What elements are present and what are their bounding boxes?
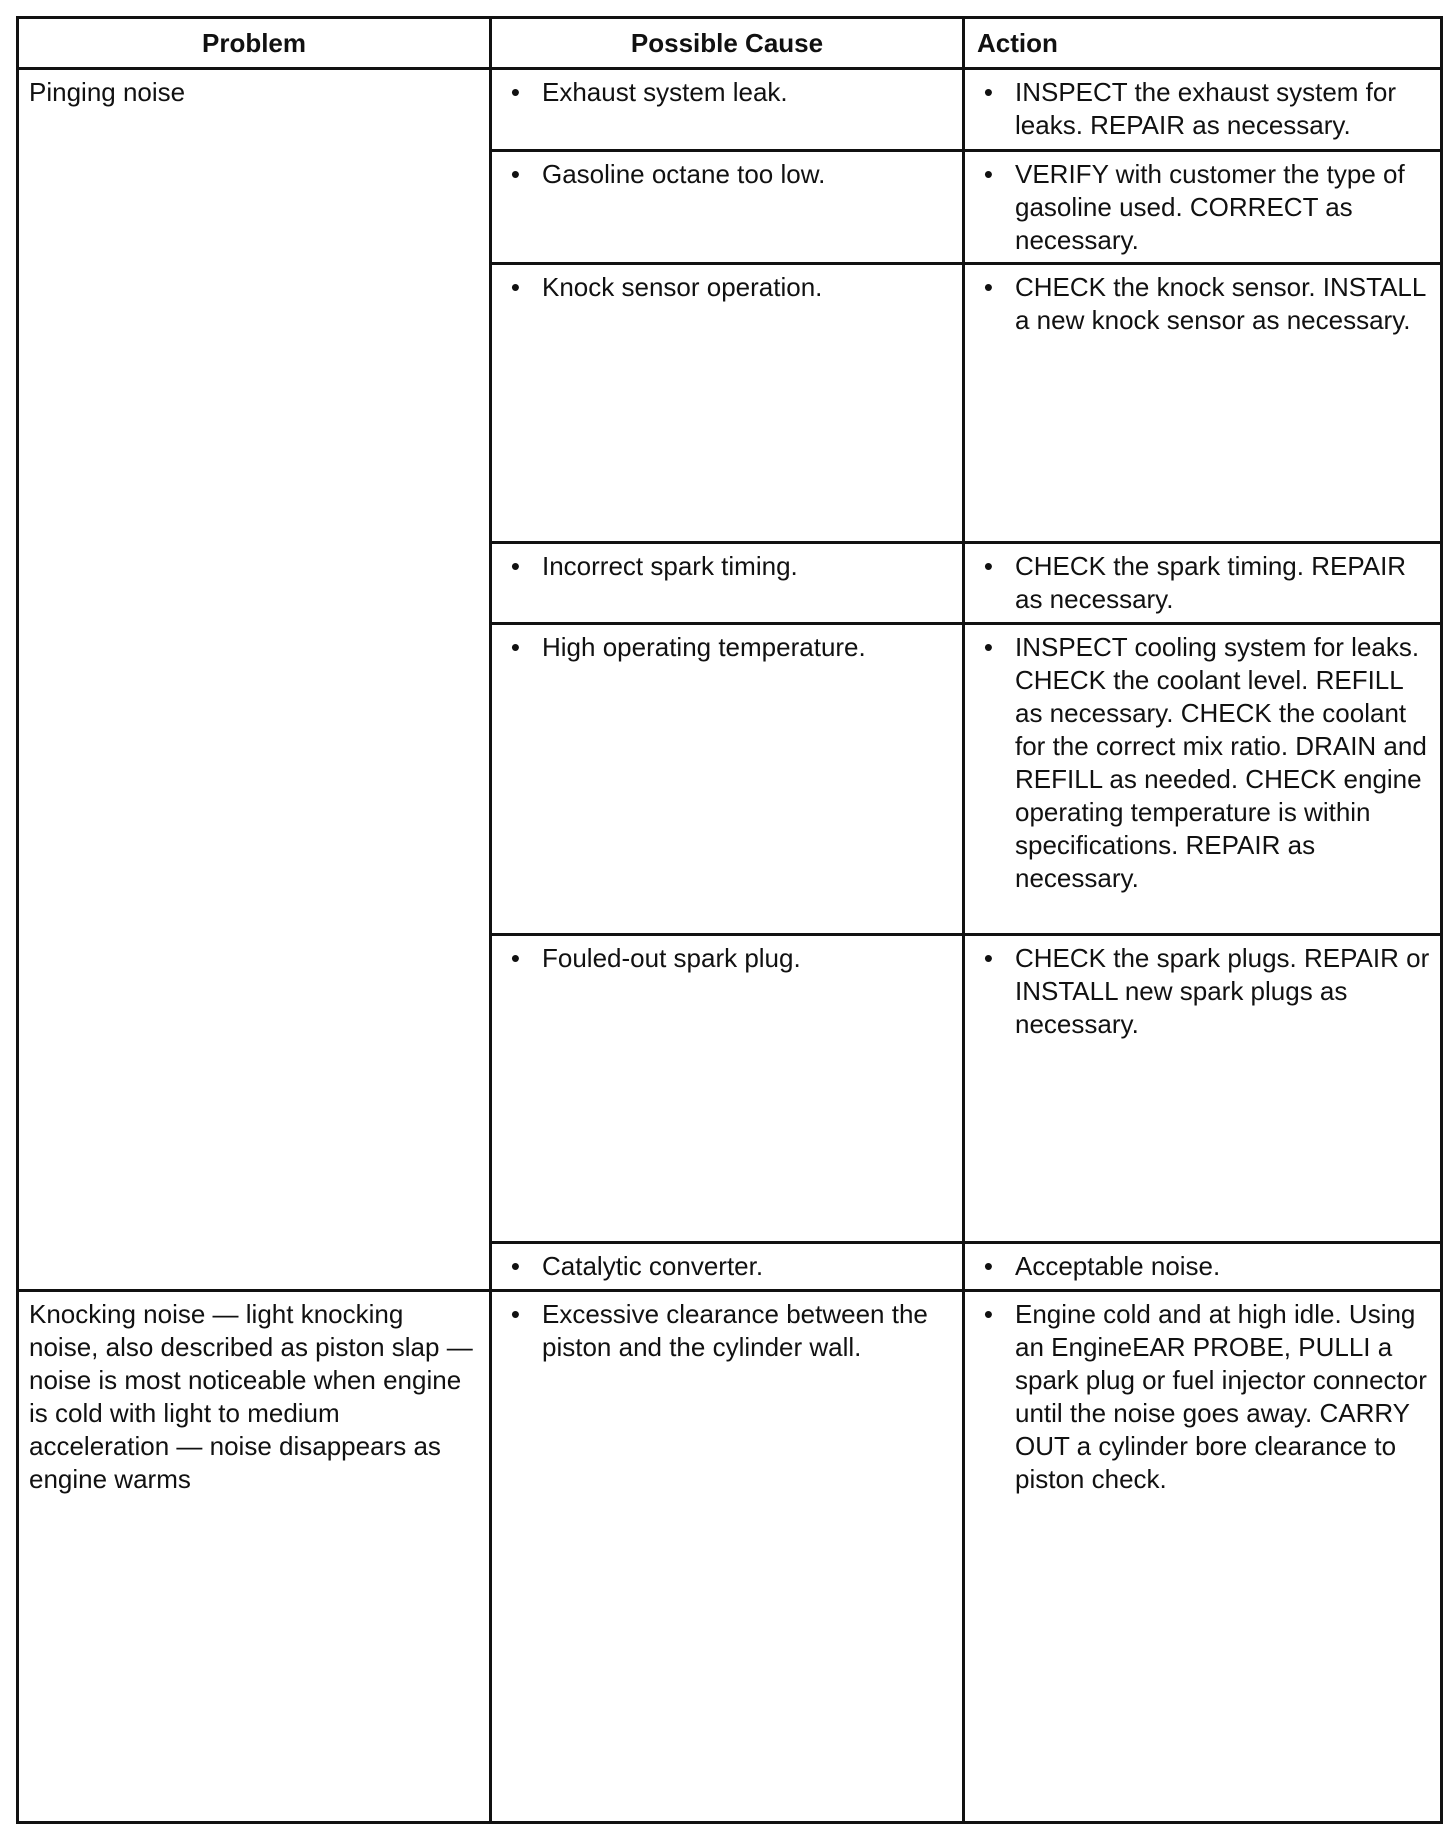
action-cell [964, 624, 1442, 935]
action-text: CHECK the spark plugs. REPAIR or INSTALL new spark plugs as necessary. [1015, 943, 1430, 1039]
cause-text: Incorrect spark timing. [542, 551, 798, 581]
problem-text: Knocking noise — light knocking noise, also described as piston slap — noise is most noticeable when engine is cold with light to medium acceleration — noise disappears as engine warms [29, 1299, 473, 1494]
table-row [18, 1291, 1442, 1823]
action-text: INSPECT the exhaust system for leaks. REPAIR as necessary. [1015, 77, 1396, 140]
bullet-icon: • [510, 77, 520, 107]
action-text: Engine cold and at high idle. Using an EngineEAR PROBE, PULLI a spark plug or fuel injector connector until the noise goes away. CARRY OUT a cylinder bore clearance to piston check. [1015, 1299, 1427, 1494]
action-cell [964, 1243, 1442, 1291]
cause-cell [491, 69, 964, 151]
bullet-icon: • [510, 272, 520, 302]
bullet-icon: • [983, 1299, 993, 1329]
action-cell [964, 69, 1442, 151]
bullet-icon: • [510, 1251, 520, 1281]
problem-text: Pinging noise [29, 77, 186, 107]
action-cell [964, 1291, 1442, 1823]
cause-cell [491, 624, 964, 935]
action-text: CHECK the knock sensor. INSTALL a new knock sensor as necessary. [1015, 272, 1426, 335]
cause-cell [491, 264, 964, 543]
bullet-icon: • [983, 632, 993, 662]
cause-text: Fouled-out spark plug. [542, 943, 801, 973]
cause-text: Exhaust system leak. [542, 77, 788, 107]
header-problem: Problem [18, 18, 491, 69]
cause-cell [491, 935, 964, 1243]
action-text: CHECK the spark timing. REPAIR as necessary. [1015, 551, 1407, 614]
problem-cell [18, 69, 491, 1291]
cause-text: Catalytic converter. [542, 1251, 764, 1281]
action-text: INSPECT cooling system for leaks. CHECK the coolant level. REFILL as necessary. CHECK the coolant for the correct mix ratio. DRAIN and REFILL as needed. CHECK engine operating temperature is within specifications. REPAIR as necessary. [1015, 632, 1427, 893]
bullet-icon: • [983, 943, 993, 973]
action-text: Acceptable noise. [1015, 1251, 1221, 1281]
header-row [18, 18, 1442, 69]
cause-cell [491, 543, 964, 624]
bullet-icon: • [983, 272, 993, 302]
cause-text: Excessive clearance between the piston and the cylinder wall. [542, 1299, 928, 1362]
table-row [18, 69, 1442, 151]
bullet-icon: • [983, 1251, 993, 1281]
action-cell [964, 264, 1442, 543]
action-text: VERIFY with customer the type of gasoline used. CORRECT as necessary. [1015, 159, 1405, 255]
header-action: Action [964, 18, 1442, 69]
problem-cell [18, 1291, 491, 1823]
bullet-icon: • [983, 77, 993, 107]
bullet-icon: • [983, 551, 993, 581]
action-cell [964, 151, 1442, 264]
cause-text: Gasoline octane too low. [542, 159, 826, 189]
troubleshooting-table [16, 16, 1443, 1824]
bullet-icon: • [510, 632, 520, 662]
cause-cell [491, 1243, 964, 1291]
cause-cell [491, 151, 964, 264]
cause-cell [491, 1291, 964, 1823]
bullet-icon: • [983, 159, 993, 189]
cause-text: High operating temperature. [542, 632, 866, 662]
bullet-icon: • [510, 943, 520, 973]
action-cell [964, 543, 1442, 624]
bullet-icon: • [510, 159, 520, 189]
action-cell [964, 935, 1442, 1243]
bullet-icon: • [510, 551, 520, 581]
header-possible-cause: Possible Cause [491, 18, 964, 69]
bullet-icon: • [510, 1299, 520, 1329]
cause-text: Knock sensor operation. [542, 272, 823, 302]
